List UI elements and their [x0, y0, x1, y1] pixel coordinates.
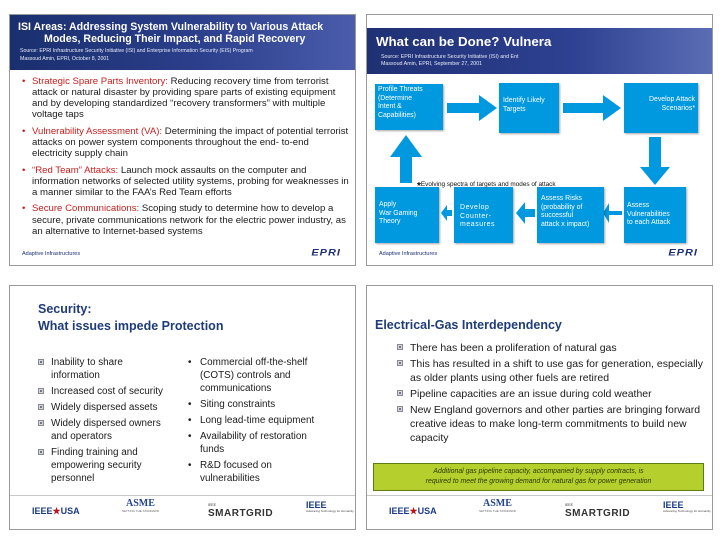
footer-text: Adaptive Infrastructures — [22, 251, 81, 257]
bullet-dot-icon: • — [22, 164, 26, 176]
arrow-down-icon — [640, 137, 670, 185]
bullet-dot-icon: • — [188, 460, 192, 471]
bullet-square-icon — [397, 344, 403, 350]
list-item: • R&D focused on vulnerabilities — [188, 460, 272, 484]
slide-source: Source: EPRI Infrastructure Security Initiative (ISI) and Enterprise Information Security (EIS) Program Massoud Amin, EPRI, October 8, 2001 — [20, 48, 253, 62]
slide-header — [10, 15, 355, 70]
logo-strip — [10, 495, 355, 529]
box-assess-risks: Assess Risks (probability of successful attack x impact) — [537, 187, 604, 243]
bullet-square-icon — [38, 404, 44, 410]
interdependency-list — [397, 341, 709, 447]
bullet-dot-icon: • — [22, 125, 26, 137]
smartgrid-logo: IEEE SMARTGRID — [208, 503, 274, 519]
bullet-square-icon — [397, 390, 403, 396]
list-item: This has resulted in a shift to use gas for generation, especially as older plants using other fuels are retired — [397, 357, 709, 386]
list-item: • Strategic Spare Parts Inventory: Reducing recovery time from terrorist attack or natural disaster by providing spare parts of existing equipment and by developing standardized “recovery transformers” with multiple voltage taps — [22, 76, 336, 121]
bullet-square-icon — [397, 360, 403, 366]
box-identify-targets: Identify Likely Targets — [499, 83, 559, 133]
arrow-right-icon — [447, 95, 497, 121]
bullet-dot-icon: • — [22, 203, 26, 215]
footer-text: Adaptive Infrastructures — [379, 251, 438, 257]
box-develop-attack-scenarios: Develop Attack Scenarios* — [624, 83, 698, 133]
bullet-square-icon — [38, 420, 44, 426]
slide-title: Security: What issues impede Protection — [38, 302, 224, 333]
slide-source: Source: EPRI Infrastructure Security Initiative (ISI) and Ent Massoud Amin, EPRI, September 27, 2001 — [381, 54, 519, 67]
arrow-left-icon — [441, 205, 452, 221]
list-item: Widely dispersed owners and operators — [38, 417, 163, 443]
bullet-dot-icon: • — [188, 415, 192, 426]
ieee-logo: IEEE Advancing Technology for Humanity — [663, 500, 711, 513]
list-item: • “Red Team” Attacks: Launch mock assaults on the computer and information networks of selected utility systems, probing for weaknesses in a manner similar to the FAA’s Red Team efforts — [22, 164, 349, 198]
box-assess-vulnerabilities: Assess Vulnerabilities to each Attack — [624, 187, 686, 243]
list-item: • Commercial off-the-shelf (COTS) controls and communications — [188, 357, 308, 394]
bullet-dot-icon: • — [188, 357, 192, 368]
list-item: • Vulnerability Assessment (VA): Determining the impact of potential terrorist attacks on power system components throughout the end- to-end electricity supply chain — [22, 125, 349, 160]
list-item: Inability to share information — [38, 356, 163, 382]
arrow-up-icon — [390, 135, 422, 183]
bullet-square-icon — [38, 449, 44, 455]
list-item: Widely dispersed assets — [38, 401, 163, 414]
list-item: • Long lead-time equipment — [188, 415, 315, 426]
list-item: • Siting constraints — [188, 399, 276, 410]
bullet-dot-icon: • — [188, 399, 192, 410]
callout-note: Additional gas pipeline capacity, accompanied by supply contracts, is required to meet the growing demand for natural gas for power generation — [373, 463, 704, 491]
ieee-usa-logo: IEEE★USA — [32, 506, 80, 516]
list-item: Increased cost of security — [38, 385, 163, 398]
slide-what-can-be-done — [366, 14, 713, 266]
asme-logo: ASME SETTING THE STANDARD — [122, 498, 159, 513]
arrow-right-icon — [563, 95, 621, 121]
list-item: • Secure Communications: Scoping study to determine how to develop a secure, private communications network for the electric power industry, as an alternative to Internet-based systems — [22, 203, 346, 237]
list-item: New England governors and other parties are bringing forward creative ideas to make long-term commitments to build new capacity — [397, 403, 709, 446]
epri-logo: EPRI — [668, 248, 698, 258]
list-item: • Availability of restoration funds — [188, 431, 307, 455]
slide-electrical-gas — [366, 285, 713, 530]
ieee-usa-logo: IEEE★USA — [389, 506, 437, 516]
box-profile-threats: Profile Threats (Determine Intent & Capabilities) — [375, 84, 443, 130]
ieee-logo: IEEE Advancing Technology for Humanity — [306, 500, 354, 513]
bullet-list — [22, 76, 350, 242]
bullet-dot-icon: • — [188, 431, 192, 442]
bullet-dot-icon: • — [22, 76, 26, 87]
slide-isi-areas — [9, 14, 356, 266]
asme-logo: ASME SETTING THE STANDARD — [479, 498, 516, 513]
slide-security-issues — [9, 285, 356, 530]
bullet-square-icon — [38, 359, 44, 365]
slide-title: What can be Done? Vulnera — [376, 34, 552, 49]
left-issue-list — [38, 356, 163, 488]
box-apply-war-gaming: Apply War Gaming Theory — [375, 187, 439, 243]
epri-logo: EPRI — [311, 248, 341, 258]
arrow-left-icon — [603, 203, 622, 223]
list-item: Finding training and empowering security personnel — [38, 446, 163, 485]
evolving-note: *Evolving spectra of targets and modes of attack — [417, 181, 556, 192]
slide-title: Electrical-Gas Interdependency — [375, 318, 562, 332]
right-issue-list — [188, 356, 328, 488]
list-item: There has been a proliferation of natural gas — [397, 341, 709, 355]
smartgrid-logo: IEEE SMARTGRID — [565, 503, 631, 519]
slide-title: ISI Areas: Addressing System Vulnerability to Various Attack Modes, Reducing Their Impact, and Rapid Recovery — [18, 21, 324, 45]
box-develop-countermeasures: Develop Counter- measures — [454, 187, 513, 243]
logo-strip — [367, 495, 712, 529]
arrow-left-icon — [516, 202, 535, 224]
bullet-square-icon — [38, 388, 44, 394]
bullet-square-icon — [397, 406, 403, 412]
list-item: Pipeline capacities are an issue during cold weather — [397, 387, 709, 401]
